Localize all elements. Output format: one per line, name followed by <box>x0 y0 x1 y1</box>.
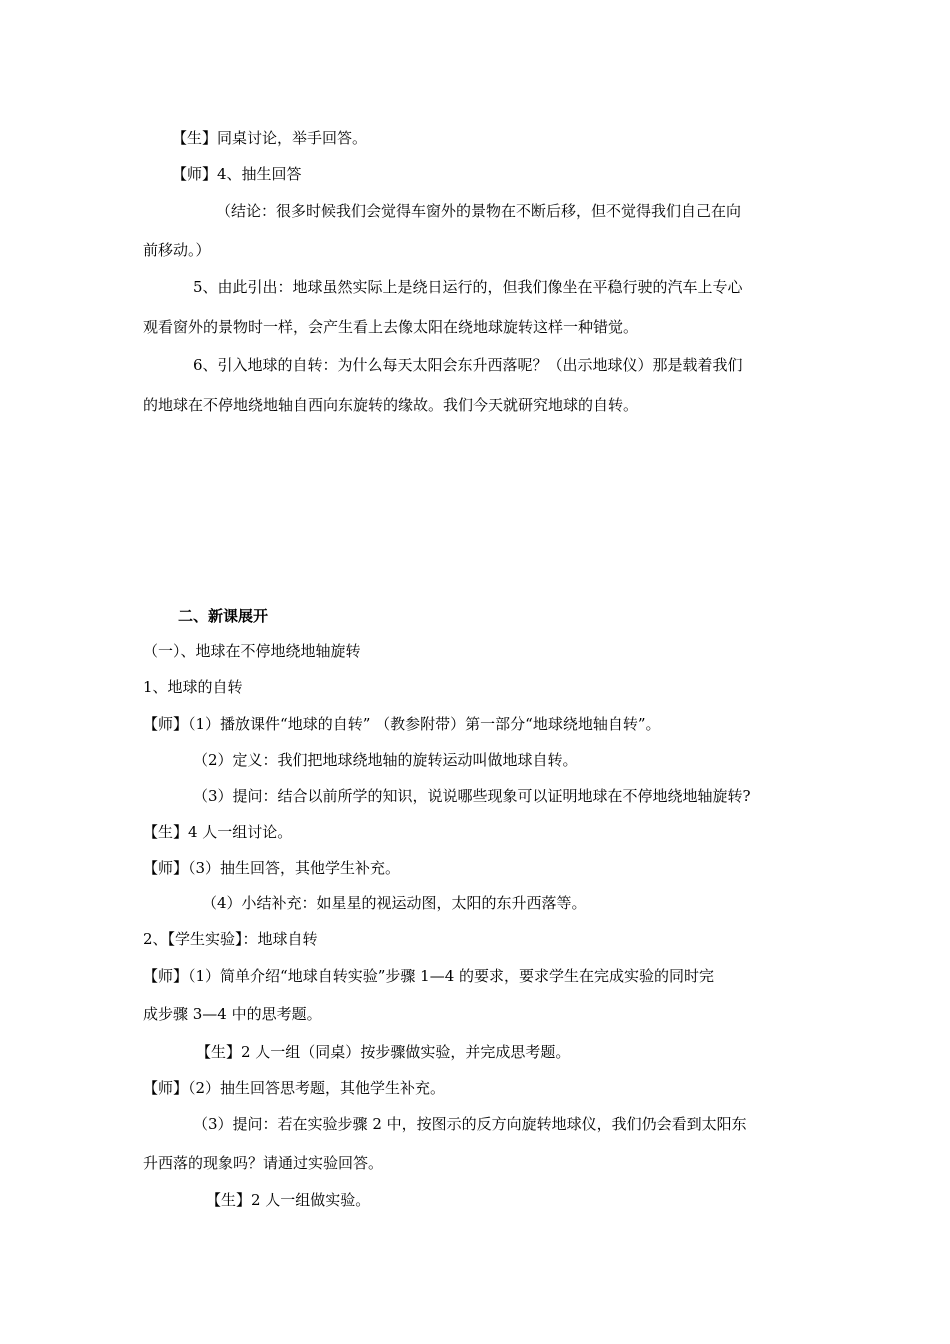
paragraph-line: 【师】（1）播放课件“地球的自转” （教参附带）第一部分“地球绕地轴自转”。 <box>143 715 661 733</box>
paragraph-line: 【师】（2）抽生回答思考题，其他学生补充。 <box>143 1079 446 1097</box>
paragraph-line: 【生】同桌讨论，举手回答。 <box>172 129 368 147</box>
section-heading: 二、新课展开 <box>178 607 269 625</box>
subsection-heading: （一）、地球在不停地绕地轴旋转 <box>143 642 361 660</box>
paragraph-line: （3）提问：结合以前所学的知识，说说哪些现象可以证明地球在不停地绕地轴旋转? <box>193 787 751 805</box>
item-heading: 2、【学生实验】：地球自转 <box>143 930 318 948</box>
paragraph-line: 6、引入地球的自转：为什么每天太阳会东升西落呢？（出示地球仪）那是载着我们 <box>193 356 743 374</box>
paragraph-line: （4）小结补充：如星星的视运动图，太阳的东升西落等。 <box>202 894 587 912</box>
paragraph-line: 成步骤 3—4 中的思考题。 <box>143 1005 322 1023</box>
paragraph-line: （3）提问：若在实验步骤 2 中，按图示的反方向旋转地球仪，我们仍会看到太阳东 <box>193 1115 747 1133</box>
paragraph-line: 【师】（3）抽生回答，其他学生补充。 <box>143 859 401 877</box>
paragraph-line: 的地球在不停地绕地轴自西向东旋转的缘故。我们今天就研究地球的自转。 <box>143 396 639 414</box>
paragraph-line: 观看窗外的景物时一样，会产生看上去像太阳在绕地球旋转这样一种错觉。 <box>143 318 639 336</box>
paragraph-line: 【生】4 人一组讨论。 <box>143 823 293 841</box>
paragraph-line: （结论：很多时候我们会觉得车窗外的景物在不断后移，但不觉得我们自己在向 <box>216 202 742 220</box>
paragraph-line: 5、由此引出：地球虽然实际上是绕日运行的，但我们像坐在平稳行驶的汽车上专心 <box>193 278 743 296</box>
paragraph-line: 【师】4、抽生回答 <box>172 165 302 183</box>
paragraph-line: 升西落的现象吗？请通过实验回答。 <box>143 1154 384 1172</box>
paragraph-line: （2）定义：我们把地球绕地轴的旋转运动叫做地球自转。 <box>193 751 578 769</box>
paragraph-line: 【师】（1）简单介绍“地球自转实验”步骤 1—4 的要求，要求学生在完成实验的同时完 <box>143 967 715 985</box>
item-heading: 1、地球的自转 <box>143 678 243 696</box>
paragraph-line: 【生】2 人一组（同桌）按步骤做实验，并完成思考题。 <box>196 1043 571 1061</box>
paragraph-line: 【生】2 人一组做实验。 <box>206 1191 371 1209</box>
paragraph-line: 前移动。） <box>143 241 211 259</box>
